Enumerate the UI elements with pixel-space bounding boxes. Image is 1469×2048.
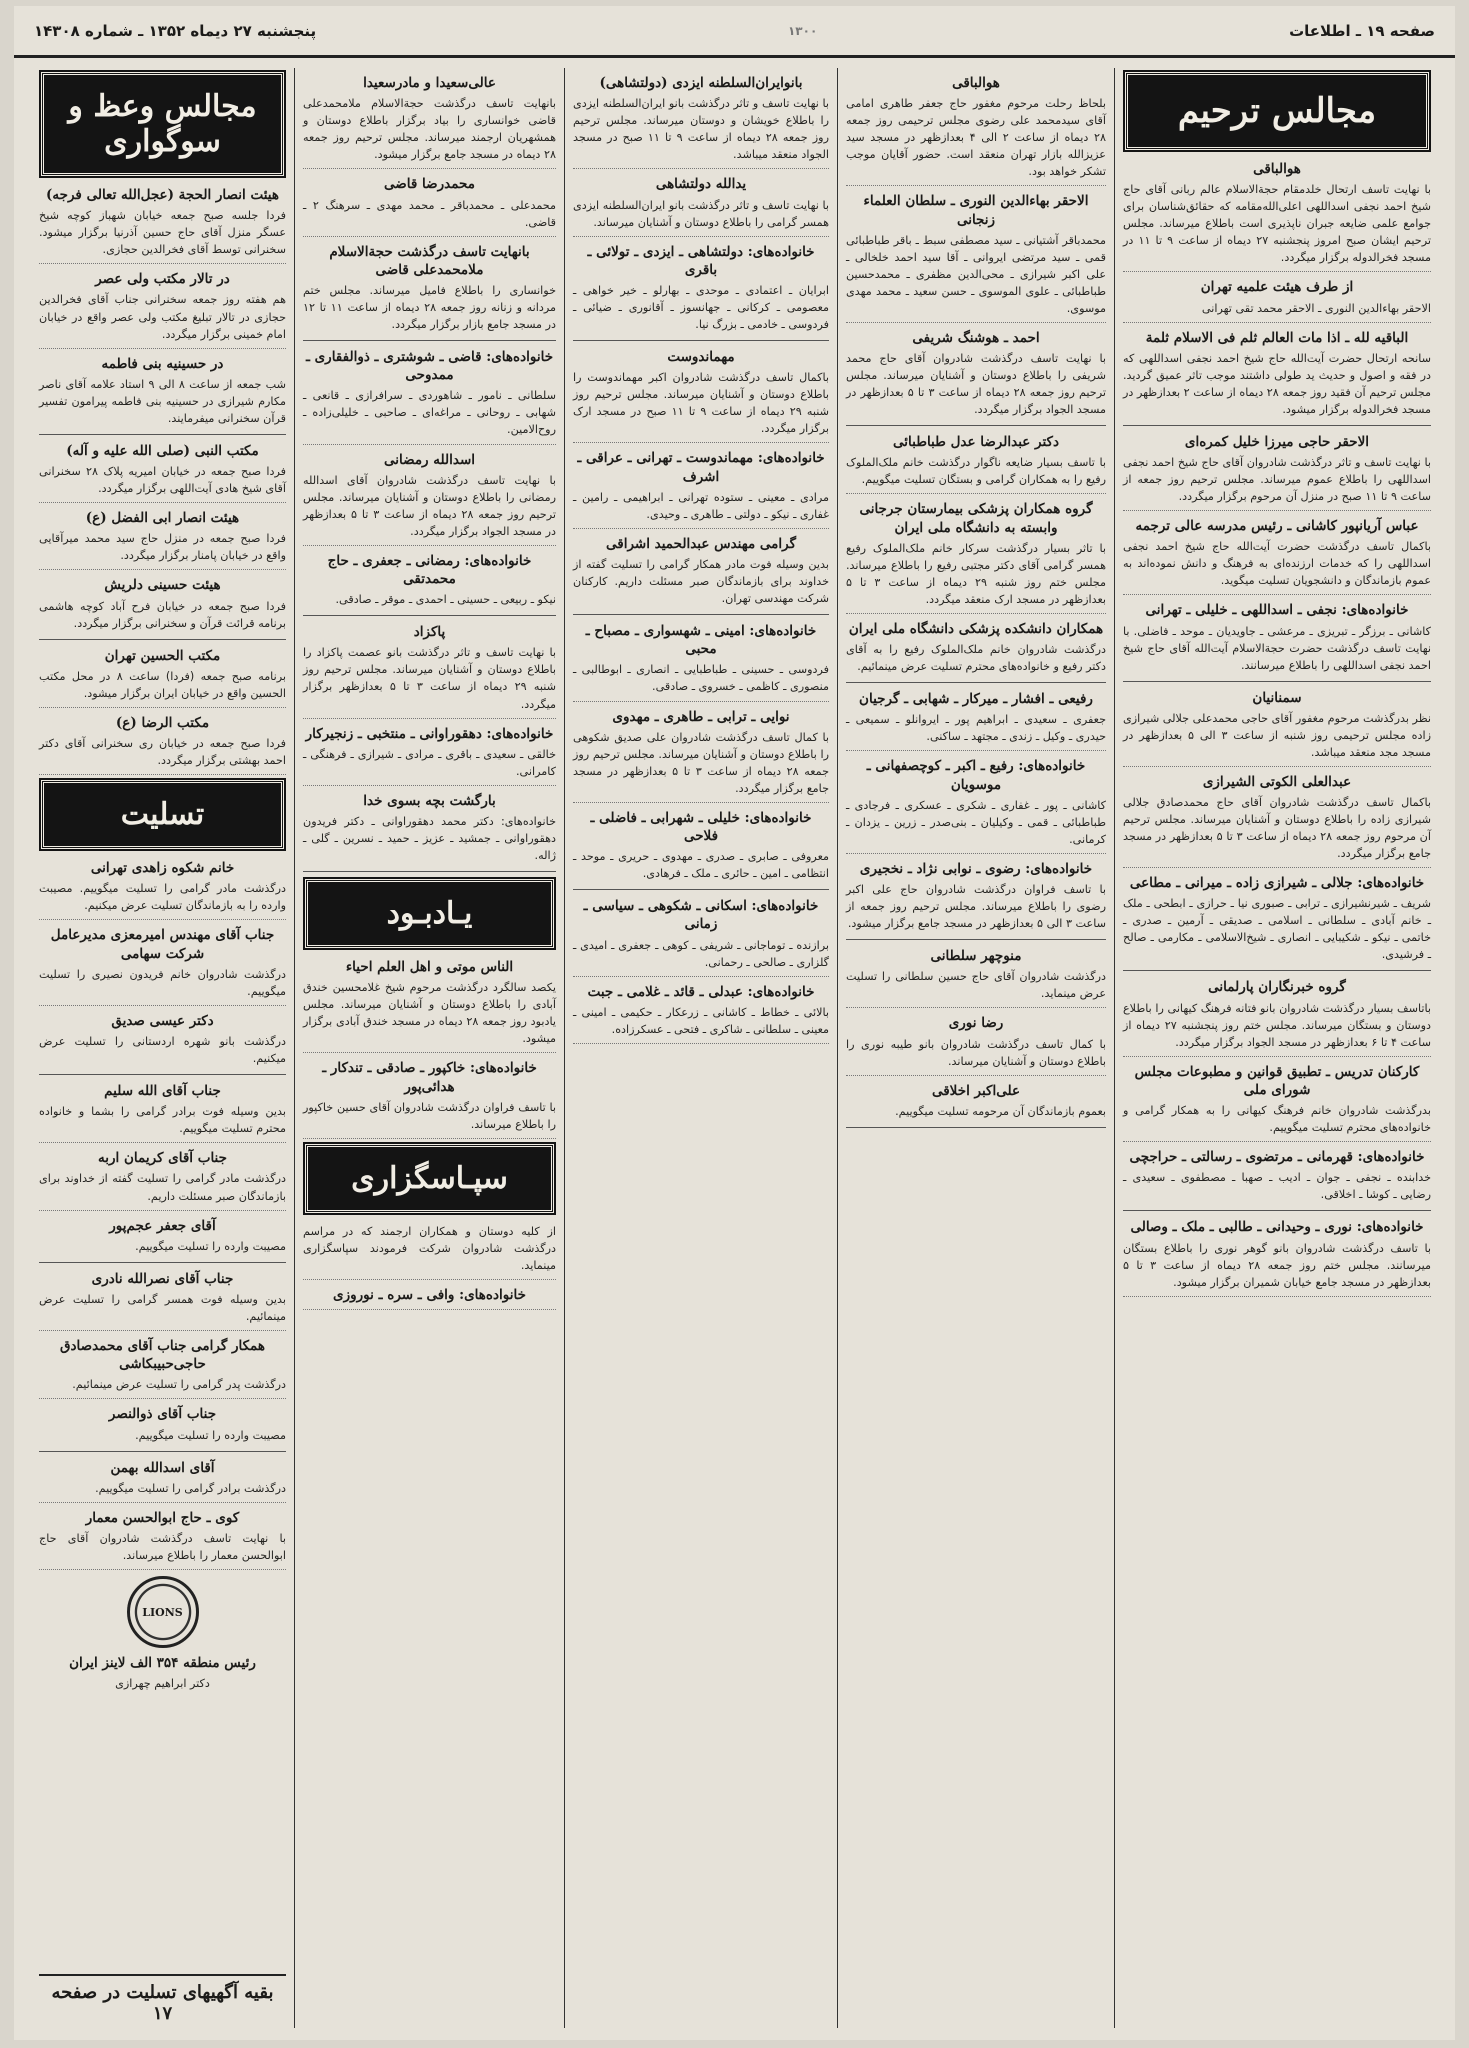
notice-body: فردوسی ـ حسینی ـ طباطبایی ـ انصاری ـ ابوطالبی ـ منصوری ـ کاظمی ـ خسروی ـ صادقی.	[573, 663, 829, 694]
divider	[846, 322, 1106, 323]
notice	[303, 243, 556, 341]
notice-title: اسدالله رمضانی	[384, 451, 475, 468]
divider	[846, 750, 1106, 751]
notice-body: با تاسف درگذشت شادروان بانو گوهر نوری را باطلاع بستگان میرسانند. مجلس ختم روز جمعه ۲۸ دیماه از ساعت ۳ تا ۵ بعدازظهر در مسجد جامع خیابان شمیران برگزار میشود.	[1123, 1241, 1431, 1289]
notice-title: آقای جعفر عجم‌پور	[109, 1217, 216, 1234]
divider	[39, 434, 286, 435]
notice	[846, 947, 1106, 1008]
notice-title: احمد ـ هوشنگ شریفی	[912, 329, 1040, 346]
notice	[1123, 517, 1431, 595]
footer-continued: بقیه آگهیهای تسلیت در صفحه ۱۷	[39, 1974, 286, 2024]
notice-title: آقای اسدالله بهمن	[110, 1459, 215, 1476]
notice	[303, 348, 556, 444]
divider	[573, 1043, 829, 1044]
divider	[303, 1138, 556, 1139]
newspaper-page	[14, 6, 1455, 2040]
notice-title: جناب آقای مهندس امیرمعزی مدیرعامل شرکت سهامی	[50, 927, 275, 962]
notice-body: فردا صبح جمعه در منزل حاج سید محمد میرآقایی واقع در خیابان پامنار برگزار میگردد.	[39, 532, 286, 563]
notice-title: خانواده‌های: عبدلی ـ قائد ـ غلامی ـ جبت	[587, 983, 815, 1000]
divider	[846, 682, 1106, 683]
divider	[39, 1210, 286, 1211]
divider	[39, 1074, 286, 1075]
notice-title: عباس آریانپور کاشانی ـ رئیس مدرسه عالی ترجمه	[1135, 518, 1419, 535]
notice	[39, 1217, 286, 1263]
notice-body: شریف ـ شیرنشیرازی ـ ترابی ـ صبوری نیا ـ حرازی ـ ابطحی ـ ملک ـ خانم آبادی ـ سلطانی ـ اسلامی ـ صدیقی ـ آرمین ـ صدری ـ خاتمی ـ نیکو ـ شکیبایی ـ انصاری ـ شیخ‌الاسلامی ـ مکارمی ـ صالح ـ فرشیدی.	[1123, 897, 1431, 962]
divider	[573, 442, 829, 443]
notice-body: بلحاظ رحلت مرحوم مغفور حاج جعفر طاهری امامی آقای سیدمحمد علی رضوی مجلس ترحیمی روز جمعه ۲۸ دیماه از ساعت ۲ الی ۴ بعدازظهر در مسجد سید عزیزالله بازار تهران منعقد است. حضور آقایان موجب تشکر خواهد بود.	[846, 97, 1106, 179]
notice-title: محمدرضا قاضی	[384, 176, 475, 193]
notice-title: هوالباقی	[952, 75, 1000, 91]
notice	[573, 243, 829, 341]
notice	[846, 860, 1106, 940]
notices-list	[1123, 160, 1431, 1297]
divider	[573, 614, 829, 615]
divider	[1123, 867, 1431, 868]
lions-title: رئیس منطقه ۳۵۴ الف لاینز ایران	[69, 1655, 256, 1672]
notice	[846, 74, 1106, 186]
notice-body: کاشانی ـ پور ـ غفاری ـ شکری ـ عسکری ـ فرجادی ـ طباطبائی ـ قمی ـ وکیلیان ـ بنی‌صدر ـ زرین ـ یزدان ـ کرمانی.	[846, 798, 1106, 846]
notice-title: یدالله دولتشاهی	[655, 176, 747, 193]
notices-list	[303, 958, 556, 1139]
notice-body: بانهایت تاسف درگذشت حجةالاسلام ملامحمدعلی قاضی خوانساری را بیاد برگزار باطلاع دوستان و همشهریان ارجمند میرساند. مجلس ترحیم روز جمعه ۲۸ دیماه در مسجد جامع برگزار میشود.	[303, 97, 556, 162]
divider	[39, 1451, 286, 1452]
notice-title: عبدالعلی الکوتی الشیرازی	[1202, 773, 1352, 790]
notice-title: هیئت انصار الحجة (عجل‌الله تعالی فرجه)	[46, 187, 279, 203]
divider	[39, 263, 286, 264]
notice-body: مرادی ـ معینی ـ ستوده تهرانی ـ ابراهیمی ـ رامین ـ غفاری ـ نیکو ـ دولتی ـ طاهری ـ وحیدی.	[573, 490, 829, 521]
notice-title: خانواده‌های: نوری ـ وحیدانی ـ طالبی ـ ملک ـ وصالی	[1130, 1219, 1424, 1236]
notice-title: الناس موتی و اهل العلم احیاء	[345, 959, 514, 976]
notice	[303, 1286, 556, 1310]
notice-body: فردا صبح جمعه در خیابان امیریه پلاک ۲۸ سخنرانی آقای شیخ هادی آیت‌اللهی برگزار میگردد.	[39, 465, 286, 496]
divider	[573, 528, 829, 529]
notice-body: بعموم بازماندگان آن مرحومه تسلیت میگوییم.	[895, 1104, 1106, 1118]
notice	[846, 690, 1106, 751]
notice	[303, 451, 556, 546]
notice	[39, 926, 286, 1005]
notice	[846, 500, 1106, 614]
notice	[1123, 160, 1431, 272]
notice-body: با نهایت تاسف درگذشت شادروان آقای حاج ابوالحسن معمار را باطلاع میرساند.	[39, 1532, 286, 1563]
notice-title: خانواده‌های: قاضی ـ شوشتری ـ ذوالفقاری ـ ممدوحی	[305, 349, 554, 384]
notice-title: خانواده‌های: دولتشاهی ـ ایزدی ـ تولائی ـ باقری	[587, 243, 815, 278]
divider	[1123, 766, 1431, 767]
notice-title: پاکزاد	[413, 624, 446, 641]
divider	[1123, 425, 1431, 426]
notice	[1123, 1148, 1431, 1211]
notices-list	[39, 859, 286, 1570]
notice	[846, 757, 1106, 853]
notice-title: کوی ـ حاج ابوالحسن معمار	[85, 1509, 240, 1526]
notice-body: جعفری ـ سعیدی ـ ابراهیم پور ـ ایروانلو ـ سمیعی ـ حیدری ـ وکیل ـ زندی ـ مجتهد ـ ساکنی.	[846, 713, 1106, 744]
notice-title: علی‌اکبر اخلاقی	[931, 1082, 1021, 1099]
notice	[303, 74, 556, 169]
lions-emblem-icon: LIONS	[127, 1576, 199, 1648]
divider	[1123, 1296, 1431, 1297]
divider	[39, 348, 286, 349]
notice-title: رفیعی ـ افشار ـ میرکار ـ شهابی ـ گرجیان	[859, 691, 1093, 708]
notice	[573, 449, 829, 528]
notice-body: برازنده ـ توماجانی ـ شریفی ـ کوهی ـ جعفری ـ امیدی ـ گلزاری ـ صالحی ـ رحمانی.	[573, 938, 829, 969]
divider	[1123, 970, 1431, 971]
divider	[573, 889, 829, 890]
notice	[846, 1014, 1106, 1075]
notice-body: محمدباقر آشتیانی ـ سید مصطفی سبط ـ باقر طباطبائی قمی ـ سید مرتضی ایروانی ـ آقا سید احمد خلخالی ـ علی اکبر شیرازی ـ محی‌الدین مظفری ـ محمدحسین طباطبائی ـ علوی الموسوی ـ حسن سعید ـ محمد مهدی موسوی.	[846, 233, 1106, 315]
notice-body: با نهایت تاسف درگذشت شادروان آقای حاج محمد شریفی را باطلاع دوستان و آشنایان میرساند. مجلس ترحیم روز جمعه ۲۸ دیماه از ساعت ۳ تا ۵ بعدازظهر در مسجد الجواد برگزار میگردد.	[846, 352, 1107, 417]
notice-title: رضا نوری	[948, 1015, 1004, 1032]
notice	[846, 433, 1106, 494]
divider	[1123, 1210, 1431, 1211]
notice	[39, 270, 286, 348]
notice-title: الاحقر بهاءالدین النوری ـ سلطان العلماء زنجانی	[863, 193, 1089, 228]
notice-body: با تاسف فراوان درگذشت شادروان حاج علی اکبر رضوی را باطلاع میرساند. مجلس ترحیم روز جمعه از ساعت ۳ الی ۵ بعدازظهر در مسجد جامع برگزار میشود.	[846, 883, 1106, 931]
notice-body: مصیبت وارده را تسلیت میگوییم.	[135, 1239, 286, 1253]
notice-body: با نهایت تاسف و تاثر درگذشت بانو ایران‌السلطنه ایزدی همسر گرامی را باطلاع دوستان و آشنایان میرساند.	[573, 198, 829, 229]
divider	[303, 236, 556, 237]
notice	[1123, 329, 1431, 426]
notice	[39, 186, 286, 264]
notice-body: با تاسف فراوان درگذشت شادروان آقای حسین خاکپور را باطلاع میرساند.	[303, 1100, 556, 1131]
divider	[573, 701, 829, 702]
notice-body: هم هفته روز جمعه سخنرانی جناب آقای فخرالدین حجازی در تالار تبلیغ مکتب ولی عصر واقع در خیابان امام خمینی برگزار میگردد.	[39, 293, 286, 341]
notice-title: خانم شکوه زاهدی تهرانی	[90, 860, 235, 877]
column-2	[294, 68, 564, 2028]
column-5	[1114, 68, 1439, 2028]
notice-title: خانواده‌های: دهقوراوانی ـ منتخبی ـ زنجیرکار	[305, 725, 554, 742]
divider	[1123, 594, 1431, 595]
notice-body: درگذشت شادروان آقای حاج حسین سلطانی را تسلیت عرض مینماید.	[846, 970, 1106, 1001]
notice-title: عالی‌سعیدا و مادرسعیدا	[363, 75, 496, 91]
divider	[573, 236, 829, 237]
divider	[846, 425, 1106, 426]
notices-list	[303, 1223, 556, 1310]
notice	[573, 175, 829, 236]
notice	[1123, 978, 1431, 1056]
divider	[573, 168, 829, 169]
divider	[303, 785, 556, 786]
notice	[573, 74, 829, 169]
notice-title: همکاران دانشکده پزشکی دانشگاه ملی ایران	[848, 620, 1104, 637]
notice	[39, 355, 286, 435]
header-date-issue: پنجشنبه ۲۷ دیماه ۱۳۵۲ ـ شماره ۱۴۳۰۸	[34, 21, 317, 40]
notice-title: خانواده‌های: رمضانی ـ جعفری ـ حاج محمدتقی	[327, 552, 532, 587]
banner-memorial: مجالس ترحیم	[1125, 72, 1429, 150]
notice	[846, 1082, 1106, 1128]
notice-title: خانواده‌های: مهماندوست ـ تهرانی ـ عراقی ـ اشرف	[577, 450, 825, 485]
divider	[846, 939, 1106, 940]
notice-title: الاحقر حاجی میرزا خلیل کمره‌ای	[1184, 433, 1370, 450]
divider	[39, 1569, 286, 1570]
notices-list	[39, 186, 286, 775]
notice	[573, 622, 829, 701]
divider	[303, 1279, 556, 1280]
notice-title: نوایی ـ ترابی ـ طاهری ـ مهدوی	[612, 708, 790, 725]
banner-memorial-remembrance: یـادبـود	[305, 879, 554, 948]
notice	[39, 1509, 286, 1570]
column-1	[31, 68, 294, 2028]
notice	[39, 576, 286, 639]
notice-title: بارگشت بچه بسوی خدا	[363, 792, 496, 809]
divider	[303, 615, 556, 616]
notice-body: با تاسف بسیار ضایعه ناگوار درگذشت خانم ملک‌الملوک رفیع را به همکاران گرامی و بستگان تسلیت میگوییم.	[846, 456, 1106, 487]
notice	[573, 897, 829, 976]
notice-body: با نهایت تاسف و تاثر درگذشت شادروان آقای حاج شیخ احمد نجفی اسداللهی را باطلاع عموم میرساند. مجلس ترحیم روز جمعه از ساعت ۹ تا ۱۱ صبح در منزل آن مرحوم برگزار میگردد.	[1123, 456, 1431, 504]
notice-title: خانواده‌های: اسکانی ـ شکوهی ـ سیاسی ـ زمانی	[583, 898, 819, 933]
notice-body: مصیبت وارده را تسلیت میگوییم.	[135, 1428, 286, 1442]
divider	[303, 168, 556, 169]
notice-body: درگذشت پدر گرامی را تسلیت عرض مینمائیم.	[72, 1378, 286, 1392]
notice-body: فردا صبح جمعه در خیابان فرح آباد کوچه هاشمی برنامه قرائت قرآن و سخنرانی برگزار میگردد.	[39, 599, 286, 630]
notice	[39, 859, 286, 920]
divider	[39, 707, 286, 708]
page-header	[14, 6, 1455, 58]
banner-thanks: سپـاسگزاری	[305, 1144, 554, 1213]
notice-title: بانوایران‌السلطنه ایزدی (دولتشاهی)	[599, 75, 803, 91]
notice	[39, 442, 286, 503]
divider	[846, 1127, 1106, 1128]
divider	[1123, 271, 1431, 272]
notice-body: با نهایت تاسف درگذشت شادروان آقای اسدالله رمضانی را باطلاع دوستان و آشنایان میرساند. مجلس ترحیم روز جمعه ۲۸ دیماه از ساعت ۳ تا ۵ بعدازظهر در مسجد الجواد برگزار میگردد.	[303, 473, 557, 538]
notice	[1123, 689, 1431, 767]
notice	[846, 329, 1106, 426]
divider	[39, 639, 286, 640]
notice-body: با نهایت تاسف ارتحال خلدمقام حجةالاسلام عالم ربانی آقای حاج شیخ احمد نجفی اسداللهی اعلی‌الله‌مقامه که حقائق‌شناسان برای جوامع علمی ضایعه جبران ناپذیری است باطلاع میرساند. مجلس ترحیم ایشان صبح امروز پنجشنبه ۲۷ دیماه از ساعت ۹ تا ۱۱ در مسجد فخرالدوله برگزار میگردد.	[1123, 183, 1432, 265]
notice-title: مکتب الرضا (ع)	[115, 714, 210, 731]
notice-title: جناب آقای کریمان اربه	[98, 1150, 227, 1167]
notice-title: خانواده‌های: قهرمانی ـ مرتضوی ـ رسالتی ـ حراجچی	[1129, 1149, 1425, 1166]
notice	[1123, 874, 1431, 971]
notice-body: با نهایت تاسف و تاثر درگذشت بانو ایران‌السلطنه ایزدی را باطلاع خویشان و دوستان میرساند. مجلس ترحیم روز جمعه ۲۸ دیماه از ساعت ۹ تا ۱۱ صبح در مسجد الجواد منعقد میباشد.	[573, 97, 829, 162]
header-middle: ۱۳۰۰	[787, 23, 818, 38]
notice	[303, 725, 556, 786]
notice-body: درگذشت برادر گرامی را تسلیت میگوییم.	[95, 1481, 286, 1495]
divider	[39, 502, 286, 503]
notice-title: جناب آقای الله‌ سلیم	[104, 1083, 221, 1100]
notice-title: سمنانیان	[1252, 689, 1302, 706]
banner-condolence: تسلیت	[41, 780, 284, 849]
divider	[1123, 681, 1431, 682]
divider	[303, 545, 556, 546]
notices-list	[573, 74, 829, 1044]
notice-title: دکتر عبدالرضا عدل طباطبائی	[893, 434, 1059, 451]
notice-title: خانواده‌های: نجفی ـ اسداللهی ـ خلیلی ـ تهرانی	[1145, 602, 1409, 619]
divider	[573, 802, 829, 803]
divider	[846, 613, 1106, 614]
notice-title: خانواده‌های: رفیع ـ اکبر ـ کوچصفهانی ـ موسویان	[866, 758, 1086, 793]
notice	[573, 708, 829, 803]
divider	[39, 774, 286, 775]
notice-title: خانواده‌های: خاکپور ـ صادقی ـ تندکار ـ هدائی‌پور	[322, 1060, 537, 1095]
divider	[39, 1005, 286, 1006]
notice	[1123, 1063, 1431, 1142]
notice-body: نظر بدرگذشت مرحوم مغفور آقای حاجی محمدعلی جلالی شیرازی زاده مجلس ترحیمی روز شنبه از ساعت ۳ الی ۵ بعدازظهر در مسجد مجد منعقد میباشد.	[1123, 711, 1431, 759]
notice	[1123, 773, 1431, 868]
notice-title: هیئت انصار ابی الفضل (ع)	[85, 510, 240, 527]
notice	[573, 348, 829, 443]
notice-body: خانواده‌های: دکتر محمد دهقوراوانی ـ دکتر فریدون دهقوراوانی ـ جمشید ـ عزیز ـ حمید ـ نسرین ـ گلی ـ ژاله.	[303, 814, 556, 863]
divider	[846, 853, 1106, 854]
notice-body: باتاسف بسیار درگذشت شادروان بانو فتانه فرهنگ کیهانی را باطلاع دوستان و بستگان میرساند. مجلس ختم روز پنجشنبه ۲۷ دیماه از ساعت ۴ تا ۶ بعدازظهر در مسجد الجواد برگزار میگردد.	[1123, 1001, 1431, 1049]
divider	[846, 493, 1106, 494]
divider	[39, 919, 286, 920]
notice	[39, 1459, 286, 1503]
divider	[846, 1075, 1106, 1076]
notice-body: با کمال تاسف درگذشت شادروان بانو طیبه نوری را باطلاع دوستان و آشنایان میرساند.	[846, 1037, 1106, 1068]
notice-body: ابرایان ـ اعتمادی ـ موحدی ـ بهارلو ـ خیر خواهی ـ معصومی ـ کرکانی ـ جهانسوز ـ آقانوری ـ ضیائی ـ فردوسی ـ خادمی ـ بزرگ نیا.	[573, 283, 829, 331]
divider	[1123, 1056, 1431, 1057]
notice-body: درگذشت بانو شهره اردستانی را تسلیت عرض میکنیم.	[39, 1034, 286, 1065]
divider	[303, 444, 556, 445]
notices-list	[846, 74, 1106, 1128]
notice	[846, 192, 1106, 323]
notice-title: مهماندوست	[667, 349, 735, 366]
lions-body: دکتر ابراهیم چهرازی	[115, 1677, 210, 1691]
notice-title: مکتب النبی (صلی الله علیه و آله)	[66, 442, 259, 459]
notice-title: دکتر عیسی صدیق	[111, 1012, 214, 1029]
divider	[1123, 322, 1431, 323]
notice-body: خوانساری را باطلاع فامیل میرساند. مجلس ختم مردانه و زنانه روز جمعه ۲۸ دیماه از ساعت ۱۱ تا ۱۲ در مسجد جامع بازار برگزار میگردد.	[303, 283, 557, 331]
notice-title: خانواده‌های: وافی ـ سره ـ نوروزی	[333, 1286, 526, 1303]
notice-body: درگذشت شادروان خانم فریدون نصیری را تسلیت میگوییم.	[39, 967, 286, 998]
divider	[303, 1309, 556, 1310]
divider	[303, 1052, 556, 1053]
notice	[39, 1082, 286, 1143]
notice	[1123, 278, 1431, 322]
notice-body: سلطانی ـ نامور ـ شاهوردی ـ سرافرازی ـ قانعی ـ شهابی ـ روحانی ـ مراغه‌ای ـ صاحبی ـ خلیلی‌زاده ـ روح‌الامین.	[303, 389, 556, 437]
divider	[1123, 510, 1431, 511]
notice	[303, 958, 556, 1053]
notice-body: فردا جلسه صبح جمعه خیابان شهباز کوچه شیخ عسگر منزل آقای حاج حسین آذرنیا برگزار میشود. سخنرانی توسط آقای فخرالدین حجازی.	[39, 209, 286, 257]
notice	[573, 535, 829, 615]
notice-body: خالقی ـ سعیدی ـ باقری ـ مرادی ـ شیرازی ـ فرهنگی ـ کامرانی.	[303, 747, 556, 778]
notice	[303, 792, 556, 872]
notice-title: الباقیه لله ـ اذا مات العالم ثلم فی الاسلام ثلمة	[1145, 329, 1409, 346]
divider	[39, 1398, 286, 1399]
divider	[303, 340, 556, 341]
notice-title: از طرف هیئت علمیه تهران	[1200, 279, 1354, 296]
notice-title: خانواده‌های: امینی ـ شهسواری ـ مصباح ـ محبی	[585, 623, 817, 658]
notice-body: بالائی ـ خطاط ـ کاشانی ـ زرعکار ـ حکیمی ـ امینی ـ معینی ـ سلطانی ـ شاکری ـ فتحی ـ عسکرزاده.	[573, 1005, 829, 1036]
divider	[573, 976, 829, 977]
notice-body: باکمال تاسف درگذشت شادروان اکبر مهماندوست را باطلاع دوستان و آشنایان میرساند. مجلس ترحیم روز شنبه ۲۹ دیماه از ساعت ۹ تا ۱۱ صبح در مسجد ارک برگزار میگردد.	[573, 371, 830, 436]
notice-title: مکتب الحسین تهران	[104, 647, 221, 664]
notice	[39, 714, 286, 775]
notice	[39, 1337, 286, 1399]
notice	[303, 1223, 556, 1280]
header-page-number: صفحه ۱۹ ـ اطلاعات	[1289, 21, 1435, 40]
notice	[39, 1405, 286, 1451]
divider	[39, 1142, 286, 1143]
notice-title: هیئت حسینی دلریش	[104, 577, 221, 594]
notice-body: بدرگذشت شادروان خانم فرهنگ کیهانی را به همکار گرامی و خانواده‌های محترم تسلیت میگوییم.	[1123, 1104, 1431, 1135]
notice	[39, 1270, 286, 1331]
column-4	[837, 68, 1114, 2028]
notice	[303, 623, 556, 718]
notice	[573, 983, 829, 1044]
notices-list	[303, 74, 556, 872]
notice-body: باکمال تاسف درگذشت حضرت آیت‌الله حاج شیخ احمد نجفی اسداللهی را که خدمات ارزنده‌ای به فرهنگ و دانش نموده‌اند به عموم بازماندگان و دانشجویان تسلیت میگوید.	[1123, 540, 1431, 588]
notice-body: خدابنده ـ نجفی ـ جوان ـ ادیب ـ صهبا ـ مصطفوی ـ سعیدی ـ رضایی ـ کوشا ـ اخلاقی.	[1123, 1171, 1431, 1202]
divider	[1123, 1141, 1431, 1142]
notice-body: نیکو ـ ربیعی ـ حسینی ـ احمدی ـ موقر ـ صادقی.	[335, 593, 556, 607]
notice-title: در حسینیه بنی فاطمه	[101, 355, 224, 372]
divider	[303, 718, 556, 719]
divider	[573, 340, 829, 341]
notice	[303, 552, 556, 616]
notice-title: خانواده‌های: جلالی ـ شیرازی زاده ـ میرانی ـ مطاعی	[1129, 875, 1425, 892]
notice-body: درگذشت مادر گرامی را تسلیت گفته از خداوند برای بازماندگان صبر مسئلت داریم.	[39, 1172, 286, 1203]
divider	[846, 185, 1106, 186]
notice	[1123, 1218, 1431, 1296]
notice-body: درگذشت شادروان خانم ملک‌الملوک رفیع را به آقای دکتر رفیع و خانواده‌های محترم تسلیت عرض مینمائیم.	[846, 643, 1106, 674]
notice	[846, 620, 1106, 683]
notice-body: شب جمعه از ساعت ۸ الی ۹ استاد علامه آقای ناصر مکارم شیرازی در حسینیه بنی فاطمه پیرامون تفسیر قرآن سخنرانی میفرمایند.	[39, 377, 286, 425]
notice-body: بدین وسیله فوت برادر گرامی را بشما و خانواده محترم تسلیت میگوییم.	[39, 1105, 286, 1136]
notice-body: سانحه ارتحال حضرت آیت‌الله حاج شیخ احمد نجفی اسداللهی که در فقه و اصول و حدیث ید طولی داشتند موجب تاثر عمیق گردید. مجلس ترحیم آن فقید روز جمعه ۲۸ دیماه از ساعت ۲ بعدازظهر در مسجد فخرالدوله برگزار میشود.	[1123, 351, 1432, 416]
notice-body: محمدعلی ـ محمدباقر ـ محمد مهدی ـ سرهنگ ۲ ـ قاضی.	[303, 198, 556, 229]
notice	[303, 1059, 556, 1138]
notice-title: کارکنان تدریس ـ تطبیق قوانین و مطبوعات مجلس شورای ملی	[1134, 1063, 1420, 1098]
columns	[30, 68, 1439, 2028]
notice-body: باکمال تاسف درگذشت شادروان آقای حاج محمدصادق جلالی شیرازی زاده را باطلاع دوستان و آشنایان میرساند. مجلس ترحیم آن مرحوم روز جمعه ۲۸ دیماه از ساعت ۳ تا ۵ بعدازظهر در مسجد جامع برگزار میگردد.	[1123, 796, 1432, 861]
notice-body: بدین وسیله فوت مادر همکار گرامی را تسلیت گفته از خداوند برای بازماندگان صبر مسئلت داریم. کارکنان شرکت مهندسی تهران.	[573, 557, 829, 606]
notice-title: بانهایت تاسف درگذشت حجةالاسلام ملامحمدعلی قاضی	[329, 243, 530, 278]
notice-body: الاحقر بهاءالدین النوری ـ الاحقر محمد تقی تهرانی	[1201, 301, 1431, 315]
notice-title: گرامی مهندس عبدالحمید اشراقی	[605, 535, 797, 552]
notice	[303, 175, 556, 236]
notice-title: در تالار مکتب ولی عصر	[95, 271, 230, 288]
notice-title: جناب آقای ذوالنصر	[108, 1406, 217, 1423]
notice-body: از کلیه دوستان و همکاران ارجمند که در مراسم درگذشت شادروان شرکت فرمودند سپاسگزاری مینماید.	[303, 1224, 556, 1272]
divider	[39, 569, 286, 570]
notice-body: فردا صبح جمعه در خیابان ری سخنرانی آقای دکتر احمد بهشتی برگزار میگردد.	[39, 737, 286, 768]
notice-body: معروفی ـ صابری ـ صدری ـ مهدوی ـ حریری ـ موحد ـ انتظامی ـ امین ـ حائری ـ ملک ـ فرهادی.	[573, 850, 829, 881]
notice-title: خانواده‌های: رضوی ـ نوابی نژاد ـ نخجیری	[859, 860, 1093, 877]
banner-sermons: مجالس وعظ و سوگواری	[41, 72, 284, 176]
notice-body: کاشانی ـ برزگر ـ تبریزی ـ مرعشی ـ جاویدیان ـ موحد ـ فاضلی. با نهایت تاسف درگذشت حضرت حجةالاسلام آیت‌الله آقای حاج شیخ احمد نجفی اسداللهی را باطلاع میرسانند.	[1123, 624, 1431, 672]
notice	[1123, 601, 1431, 681]
notice-title: هوالباقی	[1253, 161, 1301, 177]
notice-title: جناب آقای نصرالله نادری	[91, 1270, 234, 1287]
column-3	[564, 68, 837, 2028]
divider	[39, 1330, 286, 1331]
notice	[39, 1149, 286, 1210]
divider	[39, 1502, 286, 1503]
notice-title: گروه خبرنگاران پارلمانی	[1208, 979, 1346, 996]
notice	[39, 1012, 286, 1075]
notice-body: با نهایت تاسف و تاثر درگذشت بانو عصمت پاکزاد را باطلاع دوستان و آشنایان میرساند. مجلس ترحیم روز شنبه ۲۹ دیماه از ساعت ۳ تا ۵ بعدازظهر برگزار میگردد.	[303, 646, 556, 711]
notice-body: برنامه صبح جمعه (فردا) ساعت ۸ در محل مکتب الحسین واقع در خیابان ایران برگزار میشود.	[39, 669, 286, 700]
divider	[846, 1007, 1106, 1008]
notice-body: با کمال تاسف درگذشت شادروان علی صدیق شکوهی را باطلاع دوستان و آشنایان میرساند. مجلس ترحیم روز جمعه ۲۸ دیماه از ساعت ۳ تا ۵ بعدازظهر در مسجد جامع برگزار میگردد.	[573, 730, 829, 795]
notice-body: بدین وسیله فوت همسر گرامی را تسلیت عرض مینمائیم.	[39, 1292, 286, 1323]
notice	[573, 809, 829, 890]
notice-title: منوچهر سلطانی	[930, 948, 1022, 965]
notice-title: خانواده‌های: خلیلی ـ شهرابی ـ فاضلی ـ فلاحی	[590, 809, 812, 844]
divider	[303, 871, 556, 872]
notice-title: همکار گرامی جناب آقای محمدصادق حاجی‌حبیبکاشی	[60, 1338, 265, 1373]
divider	[39, 1262, 286, 1263]
notice	[39, 647, 286, 708]
notice	[39, 509, 286, 570]
notice-body: با تاثر بسیار درگذشت سرکار خانم ملک‌الملوک رفیع همسر گرامی آقای دکتر مجتبی رفیع را باطلاع میرساند. مجلس ختم روز شنبه ۲۹ دیماه از ساعت ۳ تا ۵ بعدازظهر در مسجد ارک منعقد میگردد.	[846, 541, 1106, 606]
notice-body: یکصد سالگرد درگذشت مرحوم شیخ غلامحسین خندق آبادی را باطلاع دوستان و آشنایان میرساند. مجلس یادبود روز جمعه ۲۸ دیماه در مسجد خندق آبادی برگزار میشود.	[303, 981, 556, 1046]
notice-title: گروه همکاران پزشکی بیمارستان جرجانی وابسته به دانشگاه ملی ایران	[859, 501, 1093, 536]
notice-body: درگذشت مادر گرامی را تسلیت میگوییم. مصیبت وارده را به بازماندگان تسلیت عرض میکنیم.	[39, 882, 286, 913]
notice	[1123, 433, 1431, 511]
